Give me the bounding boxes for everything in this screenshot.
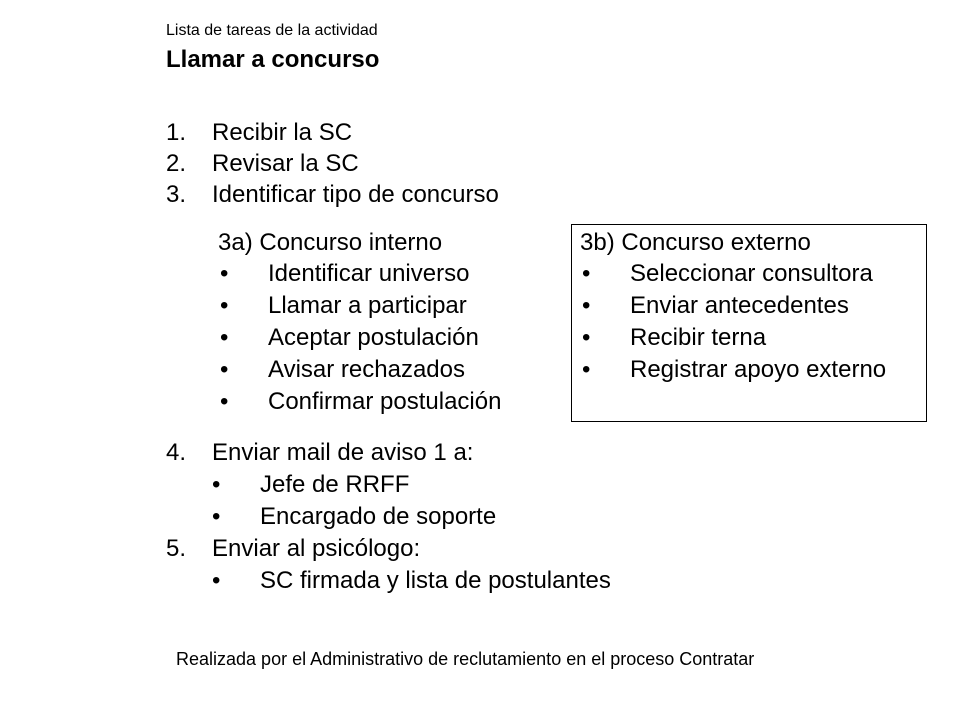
list-item-text: Llamar a participar xyxy=(268,292,467,319)
footer-note: Realizada por el Administrativo de reclutamiento en el proceso Contratar xyxy=(176,649,755,669)
step-number: 2. xyxy=(166,150,187,177)
step-number: 4. xyxy=(166,439,187,466)
list-item-text: Jefe de RRFF xyxy=(260,471,410,498)
list-item xyxy=(580,258,873,289)
bullet-icon: • xyxy=(212,503,221,530)
bullet-icon: • xyxy=(220,388,229,415)
bullet-icon: • xyxy=(212,471,221,498)
list-item xyxy=(218,354,465,385)
list-item xyxy=(218,290,467,321)
step-text: Recibir la SC xyxy=(212,119,353,146)
list-item-text: Seleccionar consultora xyxy=(630,260,873,287)
list-item-text: Recibir terna xyxy=(630,324,767,351)
bullet-icon: • xyxy=(220,324,229,351)
bullet-icon: • xyxy=(582,356,591,383)
list-item-text: Avisar rechazados xyxy=(268,356,465,383)
step-item xyxy=(166,148,359,179)
list-item-text: Encargado de soporte xyxy=(260,503,497,530)
step-text: Enviar mail de aviso 1 a: xyxy=(212,439,474,466)
list-item xyxy=(212,565,611,596)
bullet-icon: • xyxy=(582,292,591,319)
list-item-text: SC firmada y lista de postulantes xyxy=(260,567,611,594)
list-item-text: Confirmar postulación xyxy=(268,388,502,415)
bullet-icon: • xyxy=(220,356,229,383)
step-number: 3. xyxy=(166,181,187,208)
external-contest-heading: 3b) Concurso externo xyxy=(580,229,811,256)
step-number: 1. xyxy=(166,119,187,146)
step-text: Enviar al psicólogo: xyxy=(212,535,421,562)
bullet-icon: • xyxy=(212,567,221,594)
list-item xyxy=(218,322,479,353)
list-item xyxy=(212,469,409,500)
bullet-icon: • xyxy=(582,324,591,351)
step-number: 5. xyxy=(166,535,187,562)
page-title: Llamar a concurso xyxy=(166,46,380,73)
step-item xyxy=(166,179,499,210)
list-item xyxy=(580,322,766,353)
internal-contest-heading: 3a) Concurso interno xyxy=(218,229,443,256)
step-text: Revisar la SC xyxy=(212,150,359,177)
list-item xyxy=(218,258,469,289)
bullet-icon: • xyxy=(582,260,591,287)
step-item xyxy=(166,437,473,468)
list-item xyxy=(212,501,496,532)
list-item xyxy=(580,290,849,321)
step-text: Identificar tipo de concurso xyxy=(212,181,499,208)
bullet-icon: • xyxy=(220,292,229,319)
list-item xyxy=(580,354,886,385)
list-item-text: Registrar apoyo externo xyxy=(630,356,887,383)
list-item-text: Identificar universo xyxy=(268,260,470,287)
list-item-text: Enviar antecedentes xyxy=(630,292,849,319)
list-item-text: Aceptar postulación xyxy=(268,324,479,351)
bullet-icon: • xyxy=(220,260,229,287)
activity-subtitle: Lista de tareas de la actividad xyxy=(166,22,378,39)
step-item xyxy=(166,117,352,148)
step-item xyxy=(166,533,420,564)
list-item xyxy=(218,386,501,417)
